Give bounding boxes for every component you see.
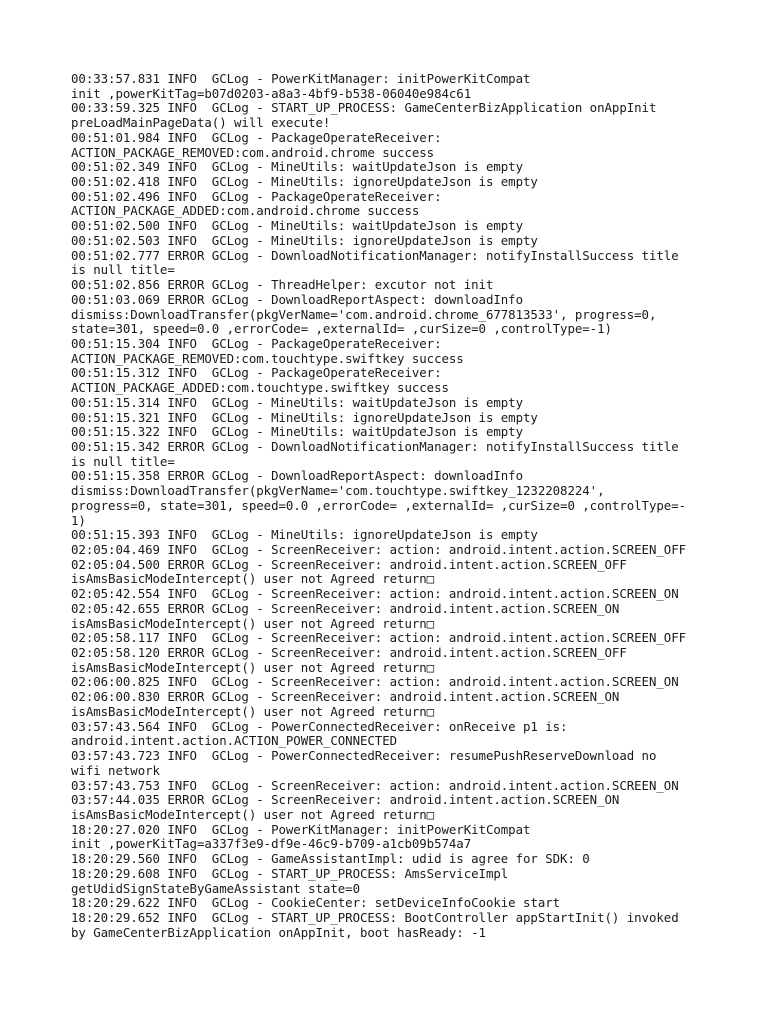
log-line: isAmsBasicModeIntercept() user not Agreed return□ (71, 571, 435, 587)
log-line: init ,powerKitTag=a337f3e9-df9e-46c9-b709-a1cb09b574a7 (71, 836, 472, 852)
log-line: isAmsBasicModeIntercept() user not Agreed return□ (71, 659, 435, 675)
log-line: 00:51:15.304 INFO GCLog - PackageOperateReceiver: (71, 335, 442, 351)
log-line: 18:20:29.622 INFO GCLog - CookieCenter: setDeviceInfoCookie start (71, 895, 561, 911)
log-line: 00:51:02.503 INFO GCLog - MineUtils: ignoreUpdateJson is empty (71, 232, 538, 248)
log-line: preLoadMainPageData() will execute! (71, 115, 331, 131)
log-line: isAmsBasicModeIntercept() user not Agreed return□ (71, 703, 435, 719)
log-line: 02:05:42.655 ERROR GCLog - ScreenReceiver: android.intent.action.SCREEN_ON (71, 600, 620, 616)
log-line: 18:20:29.608 INFO GCLog - START_UP_PROCESS: AmsServiceImpl (71, 865, 509, 881)
log-line: 02:05:04.500 ERROR GCLog - ScreenReceiver: android.intent.action.SCREEN_OFF (71, 556, 627, 572)
log-line: ACTION_PACKAGE_ADDED:com.touchtype.swiftkey success (71, 380, 449, 396)
log-line: 00:51:02.496 INFO GCLog - PackageOperateReceiver: (71, 188, 442, 204)
log-line: 00:33:57.831 INFO GCLog - PowerKitManager: initPowerKitCompat (71, 71, 531, 86)
log-line: ACTION_PACKAGE_ADDED:com.android.chrome success (71, 203, 420, 219)
log-line: 00:51:15.358 ERROR GCLog - DownloadReportAspect: downloadInfo (71, 468, 523, 484)
log-line: ACTION_PACKAGE_REMOVED:com.touchtype.swiftkey success (71, 350, 464, 366)
log-line: dismiss:DownloadTransfer(pkgVerName='com.android.chrome_677813533', progress=0, (71, 306, 657, 322)
log-line: getUdidSignStateByGameAssistant state=0 (71, 880, 360, 896)
log-line: progress=0, state=301, speed=0.0 ,errorCode= ,externalId= ,curSize=0 ,controlType=- (71, 497, 687, 513)
log-line: 00:51:02.500 INFO GCLog - MineUtils: waitUpdateJson is empty (71, 218, 523, 234)
log-line: isAmsBasicModeIntercept() user not Agreed return□ (71, 806, 435, 822)
log-line: 00:51:02.856 ERROR GCLog - ThreadHelper: excutor not init (71, 277, 494, 293)
log-line: 00:33:59.325 INFO GCLog - START_UP_PROCESS: GameCenterBizApplication onAppInit (71, 100, 657, 116)
log-line: 00:51:15.393 INFO GCLog - MineUtils: ignoreUpdateJson is empty (71, 527, 538, 543)
log-line: is null title= (71, 262, 175, 278)
log-line: ACTION_PACKAGE_REMOVED:com.android.chrome success (71, 144, 435, 160)
log-line: 02:05:42.554 INFO GCLog - ScreenReceiver: action: android.intent.action.SCREEN_ON (71, 586, 679, 602)
log-line: isAmsBasicModeIntercept() user not Agreed return□ (71, 615, 435, 631)
log-line: is null title= (71, 453, 175, 469)
log-line: 18:20:27.020 INFO GCLog - PowerKitManager: initPowerKitCompat (71, 821, 531, 837)
log-line: 00:51:15.322 INFO GCLog - MineUtils: waitUpdateJson is empty (71, 424, 523, 440)
log-line: 03:57:43.723 INFO GCLog - PowerConnectedReceiver: resumePushReserveDownload no (71, 748, 657, 764)
log-line: 00:51:02.349 INFO GCLog - MineUtils: waitUpdateJson is empty (71, 159, 523, 175)
log-line: 18:20:29.560 INFO GCLog - GameAssistantImpl: udid is agree for SDK: 0 (71, 851, 590, 867)
log-line: 02:05:04.469 INFO GCLog - ScreenReceiver: action: android.intent.action.SCREEN_OFF (71, 542, 687, 557)
log-line: 02:06:00.825 INFO GCLog - ScreenReceiver: action: android.intent.action.SCREEN_ON (71, 674, 679, 690)
log-line: 00:51:15.321 INFO GCLog - MineUtils: ignoreUpdateJson is empty (71, 409, 538, 425)
log-line: wifi network (71, 762, 160, 778)
log-line: 02:06:00.830 ERROR GCLog - ScreenReceiver: android.intent.action.SCREEN_ON (71, 689, 620, 705)
log-line: 00:51:15.314 INFO GCLog - MineUtils: waitUpdateJson is empty (71, 394, 523, 410)
log-line: state=301, speed=0.0 ,errorCode= ,externalId= ,curSize=0 ,controlType=-1) (71, 321, 612, 337)
log-line: 00:51:03.069 ERROR GCLog - DownloadReportAspect: downloadInfo (71, 291, 523, 307)
log-line: 03:57:43.753 INFO GCLog - ScreenReceiver: action: android.intent.action.SCREEN_ON (71, 777, 679, 793)
log-line: init ,powerKitTag=b07d0203-a8a3-4bf9-b538-06040e984c61 (71, 85, 472, 101)
log-line: 02:05:58.120 ERROR GCLog - ScreenReceiver: android.intent.action.SCREEN_OFF (71, 645, 627, 661)
log-line: 02:05:58.117 INFO GCLog - ScreenReceiver: action: android.intent.action.SCREEN_OFF (71, 630, 687, 646)
log-document (71, 72, 711, 940)
log-line: dismiss:DownloadTransfer(pkgVerName='com.touchtype.swiftkey_1232208224', (71, 483, 605, 499)
log-line: 00:51:15.342 ERROR GCLog - DownloadNotificationManager: notifyInstallSuccess title (71, 438, 679, 454)
log-line: 1) (71, 512, 86, 528)
log-line: 00:51:02.418 INFO GCLog - MineUtils: ignoreUpdateJson is empty (71, 174, 538, 190)
log-line: android.intent.action.ACTION_POWER_CONNECTED (71, 733, 398, 749)
log-line: 00:51:15.312 INFO GCLog - PackageOperateReceiver: (71, 365, 442, 381)
log-line: 18:20:29.652 INFO GCLog - START_UP_PROCESS: BootController appStartInit() invoked (71, 909, 679, 925)
log-line: 03:57:43.564 INFO GCLog - PowerConnectedReceiver: onReceive p1 is: (71, 718, 568, 734)
log-line: 00:51:02.777 ERROR GCLog - DownloadNotificationManager: notifyInstallSuccess title (71, 247, 679, 263)
log-line: 03:57:44.035 ERROR GCLog - ScreenReceiver: android.intent.action.SCREEN_ON (71, 792, 620, 808)
log-line: 00:51:01.984 INFO GCLog - PackageOperateReceiver: (71, 129, 442, 145)
log-line: by GameCenterBizApplication onAppInit, boot hasReady: -1 (71, 924, 486, 940)
